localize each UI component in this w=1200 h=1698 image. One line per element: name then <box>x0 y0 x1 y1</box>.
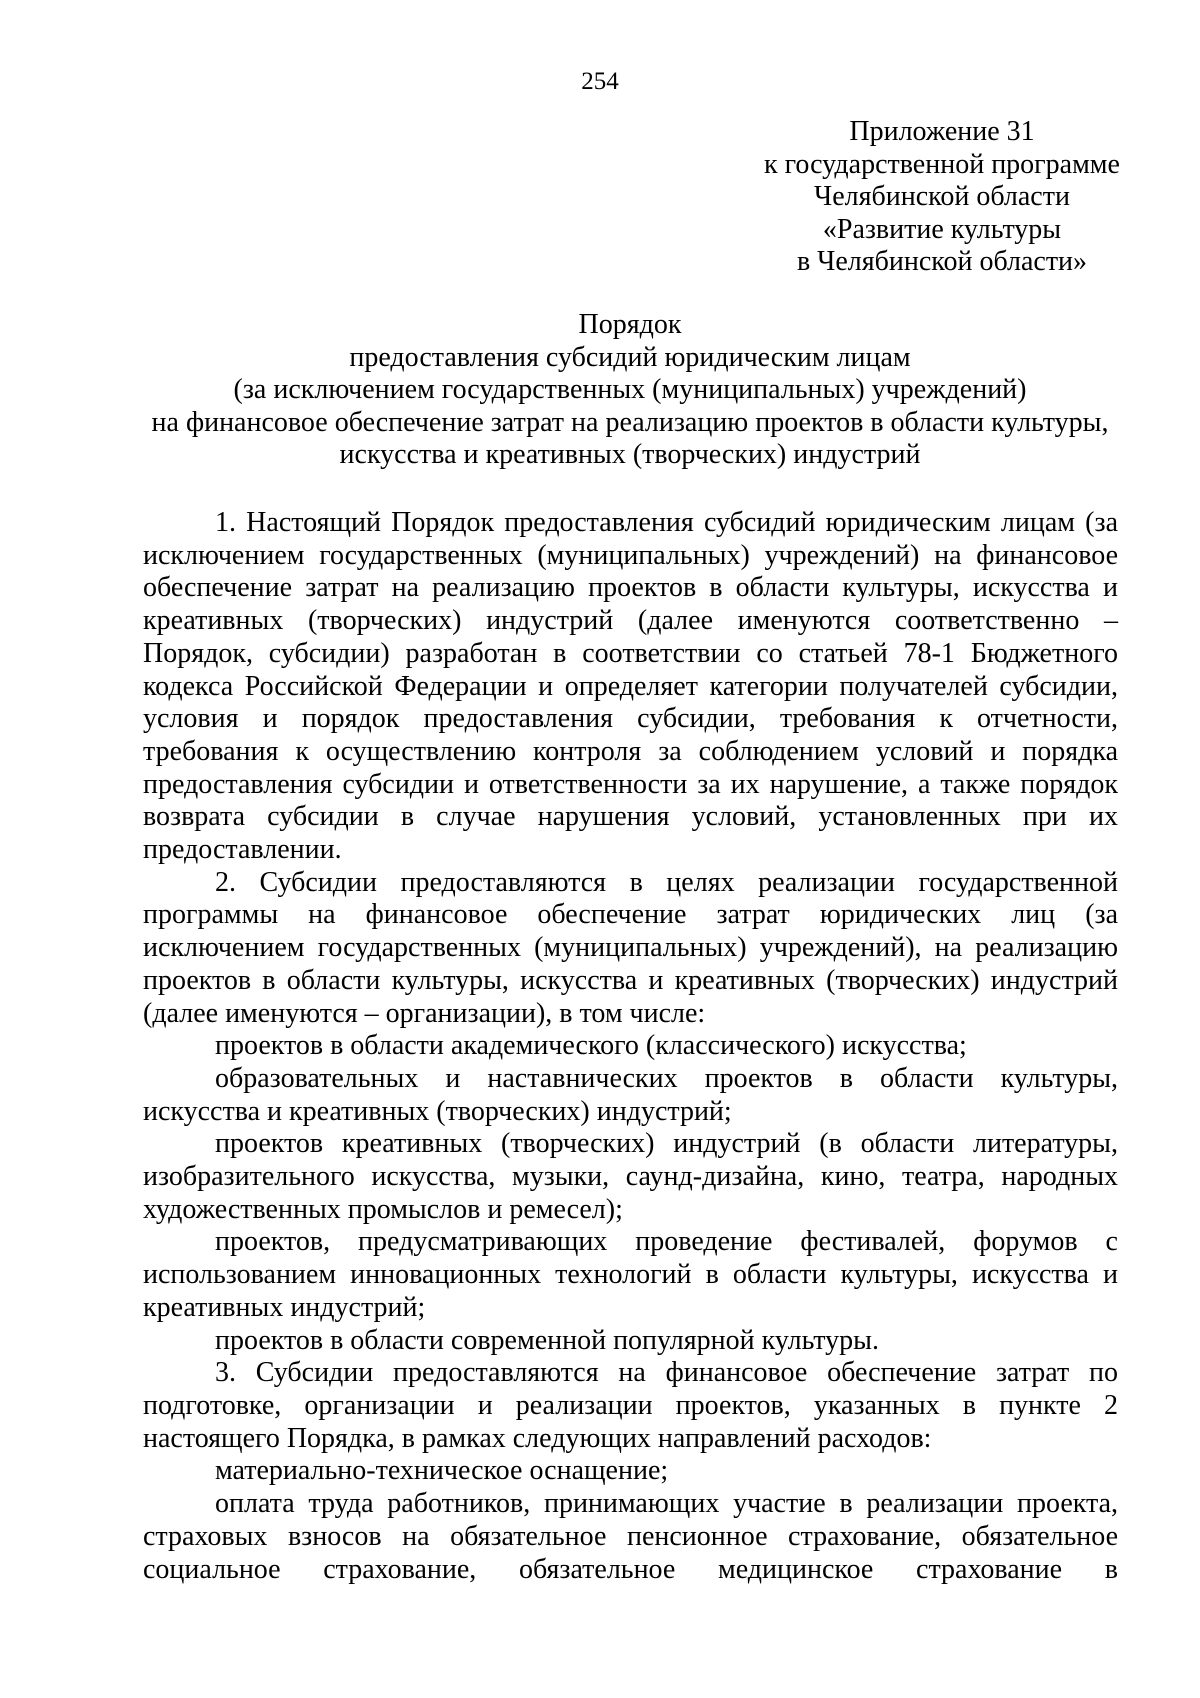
appendix-heading <box>742 116 1142 279</box>
page-number: 254 <box>581 68 619 95</box>
paragraph-3: 3. Субсидии предоставляются на финансовое обеспечение затрат по подготовке, организации и реализации проектов, указанных в пункте 2 настоящего Порядка, в рамках следующих направлений расходов: <box>143 1357 1118 1454</box>
list-item: проектов, предусматривающих проведение фестивалей, форумов с использованием инновационных технологий в области культуры, искусства и креативных индустрий; <box>143 1226 1118 1323</box>
list-item: оплата труда работников, принимающих участие в реализации проекта, страховых взносов на обязательное пенсионное страхование, обязательное социальное страхование, обязательное медицинское страхование в <box>143 1488 1118 1585</box>
appendix-line: Приложение 31 <box>849 116 1035 147</box>
appendix-line: Челябинской области <box>814 181 1070 212</box>
appendix-line: в Челябинской области» <box>796 246 1088 277</box>
title-line: Порядок <box>578 309 682 340</box>
list-item: материально-техническое оснащение; <box>215 1455 669 1487</box>
list-item: проектов в области академического (классического) искусства; <box>215 1030 967 1062</box>
paragraph-1: 1. Настоящий Порядок предоставления субсидий юридическим лицам (за исключением государственных (муниципальных) учреждений) на финансовое обеспечение затрат на реализацию проектов в области культуры, искусства и креативных (творческих) индустрий (далее именуются соответственно – Порядок, субсидии) разработан в соответствии со статьей 78-1 Бюджетного кодекса Российской Федерации и определяет категории получателей субсидии, условия и порядок предоставления субсидии, требования к отчетности, требования к осуществлению контроля за соблюдением условий и порядка предоставления субсидии и ответственности за их нарушение, а также порядок возврата субсидии в случае нарушения условий, установленных при их предоставлении. <box>143 507 1118 866</box>
appendix-line: «Развитие культуры <box>822 213 1062 245</box>
document-title <box>142 309 1118 472</box>
list-item: образовательных и наставнических проектов в области культуры, искусства и креативных (творческих) индустрий; <box>143 1062 1118 1127</box>
appendix-line: к государственной программе <box>764 148 1120 180</box>
title-line: на финансовое обеспечение затрат на реализацию проектов в области культуры, <box>151 406 1109 438</box>
list-item: проектов креативных (творческих) индустрий (в области литературы, изобразительного искусства, музыки, саунд-дизайна, кино, театра, народных художественных промыслов и ремесел); <box>143 1128 1118 1225</box>
title-line: искусства и креативных (творческих) индустрий <box>339 439 921 470</box>
list-item: проектов в области современной популярной культуры. <box>215 1324 879 1356</box>
document-body <box>143 507 1118 1586</box>
paragraph-2: 2. Субсидии предоставляются в целях реализации государственной программы на финансовое обеспечение затрат юридических лиц (за исключением государственных (муниципальных) учреждений), на реализацию проектов в области культуры, искусства и креативных (творческих) индустрий (далее именуются – организации), в том числе: <box>143 866 1118 1029</box>
title-line: (за исключением государственных (муниципальных) учреждений) <box>233 374 1027 405</box>
title-line: предоставления субсидий юридическим лицам <box>349 341 911 373</box>
